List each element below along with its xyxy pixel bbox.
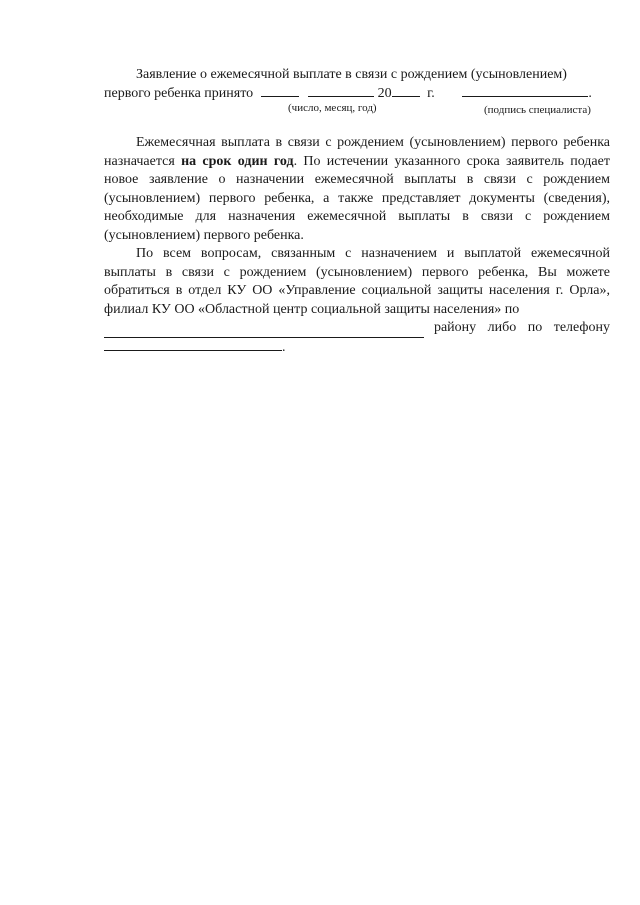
paragraph-1-text-end: . По истечении указанного срока заявитель подает новое заявление о назначении ежемесячной выплаты в связи с рождением (усыновлением) первого ребенка, а также представляет документы (сведения), необходимые для назначения ежемесячной выплаты в связи с рождением (усыновлением) первого ребенка.	[104, 153, 610, 243]
signature-end: .	[588, 86, 592, 101]
caption-signature: (подпись специалиста)	[484, 104, 591, 116]
receipt-captions	[104, 103, 610, 119]
signature-blank	[462, 84, 588, 97]
year-prefix: 20	[377, 86, 392, 101]
receipt-line-1: Заявление о ежемесячной выплате в связи с рождением (усыновлением)	[136, 67, 567, 82]
receipt-section	[104, 66, 610, 119]
paragraph-2-text: По всем вопросам, связанным с назначением и выплатой ежемесячной выплаты в связи с рождением (усыновлением) первого ребенка, Вы можете обратиться в отдел КУ ОО «Управление социальной защиты населения г. Орла», филиал КУ ОО «Областной центр социальной защиты населения» по	[104, 246, 610, 317]
phone-blank	[104, 338, 282, 351]
notice-section	[104, 134, 610, 357]
paragraph-1-text-start: Ежемесячная выплата в связи с рождением (усыновлением) первого ребенка назначается	[104, 135, 610, 169]
district-blank	[104, 327, 424, 338]
district-phone-line	[104, 319, 610, 338]
year-blank	[392, 84, 420, 97]
day-blank	[261, 84, 299, 97]
caption-date: (число, месяц, год)	[288, 102, 377, 114]
notice-paragraph-2	[104, 245, 610, 319]
year-suffix: г.	[427, 86, 435, 101]
paragraph-1-bold-term: на срок один год	[181, 153, 294, 169]
notice-paragraph-1	[104, 134, 610, 245]
receipt-line-2-prefix: первого ребенка принято	[104, 86, 254, 101]
month-blank	[308, 84, 374, 97]
phone-line	[104, 338, 610, 358]
district-phone-text: району либо по телефону	[433, 320, 610, 335]
phone-end: .	[282, 339, 286, 355]
